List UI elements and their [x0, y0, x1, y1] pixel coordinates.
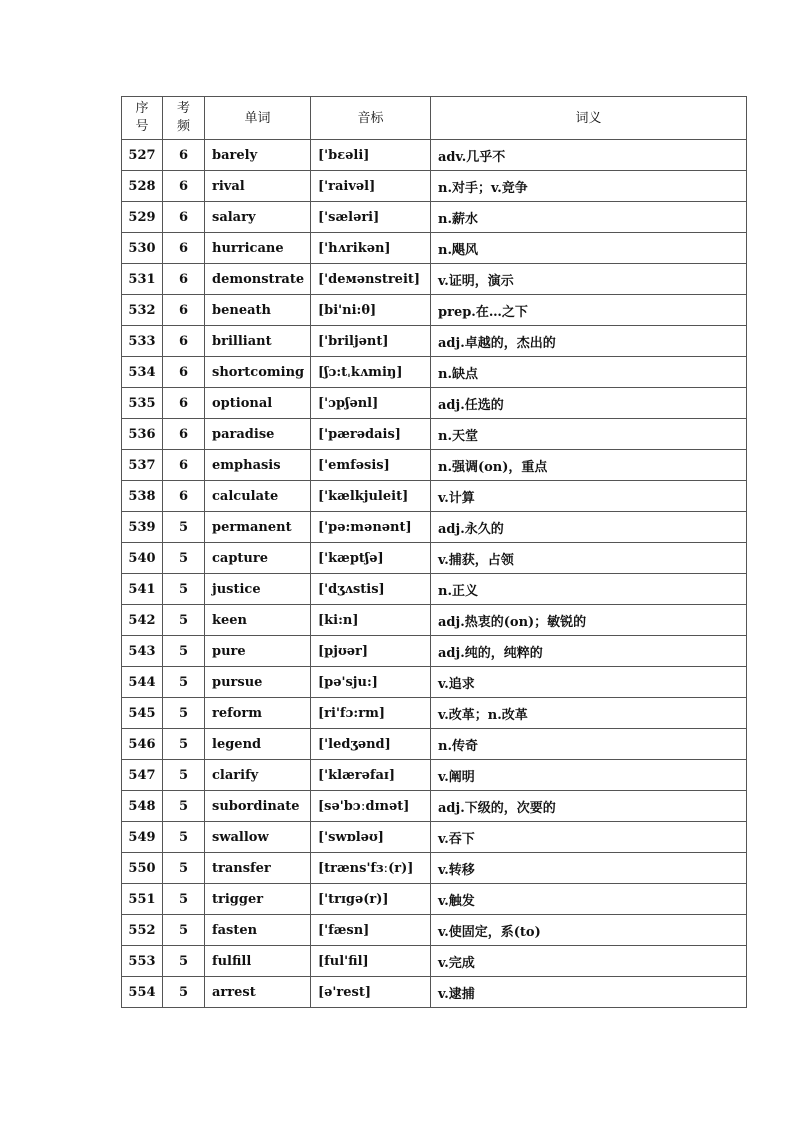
cell-frequency: 6: [163, 264, 205, 295]
cell-number: 531: [122, 264, 163, 295]
cell-word: emphasis: [205, 450, 311, 481]
cell-frequency: 6: [163, 202, 205, 233]
cell-meaning: adj.任选的: [431, 388, 747, 419]
cell-word: demonstrate: [205, 264, 311, 295]
cell-meaning: v.转移: [431, 853, 747, 884]
cell-number: 546: [122, 729, 163, 760]
cell-word: swallow: [205, 822, 311, 853]
cell-word: fulfill: [205, 946, 311, 977]
cell-frequency: 6: [163, 171, 205, 202]
cell-number: 542: [122, 605, 163, 636]
cell-number: 547: [122, 760, 163, 791]
cell-meaning: v.阐明: [431, 760, 747, 791]
table-row: [122, 357, 747, 388]
header-frequency: 考频: [163, 97, 205, 140]
cell-phonetic: ['kælkjuleit]: [311, 481, 431, 512]
table-row: [122, 760, 747, 791]
cell-frequency: 5: [163, 884, 205, 915]
cell-meaning: adj.纯的，纯粹的: [431, 636, 747, 667]
cell-phonetic: ['dʒʌstis]: [311, 574, 431, 605]
cell-meaning: adv.几乎不: [431, 140, 747, 171]
cell-phonetic: ['ledʒənd]: [311, 729, 431, 760]
table-row: [122, 171, 747, 202]
table-row: [122, 915, 747, 946]
cell-word: permanent: [205, 512, 311, 543]
cell-number: 550: [122, 853, 163, 884]
cell-meaning: n.强调(on)，重点: [431, 450, 747, 481]
cell-frequency: 6: [163, 419, 205, 450]
cell-phonetic: ['pə:mənənt]: [311, 512, 431, 543]
cell-word: legend: [205, 729, 311, 760]
cell-phonetic: [ri'fɔ:rm]: [311, 698, 431, 729]
cell-phonetic: ['klærəfaɪ]: [311, 760, 431, 791]
cell-meaning: v.计算: [431, 481, 747, 512]
cell-phonetic: ['hʌrikən]: [311, 233, 431, 264]
header-phonetic: 音标: [311, 97, 431, 140]
cell-frequency: 6: [163, 140, 205, 171]
cell-word: pursue: [205, 667, 311, 698]
table-row: [122, 326, 747, 357]
table-row: [122, 729, 747, 760]
table-row: [122, 419, 747, 450]
cell-word: brilliant: [205, 326, 311, 357]
cell-meaning: n.飓风: [431, 233, 747, 264]
cell-word: optional: [205, 388, 311, 419]
cell-frequency: 6: [163, 326, 205, 357]
cell-word: subordinate: [205, 791, 311, 822]
cell-frequency: 5: [163, 698, 205, 729]
cell-number: 532: [122, 295, 163, 326]
cell-frequency: 5: [163, 946, 205, 977]
cell-phonetic: ['sæləri]: [311, 202, 431, 233]
table-body: [122, 140, 747, 1008]
cell-phonetic: ['briljənt]: [311, 326, 431, 357]
table-row: [122, 481, 747, 512]
cell-meaning: v.证明，演示: [431, 264, 747, 295]
table-row: [122, 667, 747, 698]
cell-number: 551: [122, 884, 163, 915]
cell-word: clarify: [205, 760, 311, 791]
cell-word: trigger: [205, 884, 311, 915]
cell-meaning: v.捕获，占领: [431, 543, 747, 574]
cell-phonetic: ['fæsn]: [311, 915, 431, 946]
cell-phonetic: [ʃɔ:tˌkʌmiŋ]: [311, 357, 431, 388]
cell-number: 552: [122, 915, 163, 946]
cell-word: rival: [205, 171, 311, 202]
cell-number: 529: [122, 202, 163, 233]
cell-frequency: 5: [163, 574, 205, 605]
table-row: [122, 977, 747, 1008]
cell-phonetic: ['ɔpʃənl]: [311, 388, 431, 419]
cell-word: transfer: [205, 853, 311, 884]
cell-meaning: n.正义: [431, 574, 747, 605]
cell-number: 544: [122, 667, 163, 698]
table-row: [122, 264, 747, 295]
cell-meaning: adj.永久的: [431, 512, 747, 543]
cell-number: 537: [122, 450, 163, 481]
cell-meaning: v.触发: [431, 884, 747, 915]
table-row: [122, 946, 747, 977]
cell-word: beneath: [205, 295, 311, 326]
cell-word: hurricane: [205, 233, 311, 264]
table-row: [122, 822, 747, 853]
cell-frequency: 5: [163, 605, 205, 636]
table-row: [122, 450, 747, 481]
cell-number: 549: [122, 822, 163, 853]
header-number: 序号: [122, 97, 163, 140]
cell-meaning: n.天堂: [431, 419, 747, 450]
header-word: 单词: [205, 97, 311, 140]
cell-meaning: v.吞下: [431, 822, 747, 853]
cell-meaning: adj.热衷的(on)；敏锐的: [431, 605, 747, 636]
cell-number: 535: [122, 388, 163, 419]
cell-frequency: 5: [163, 915, 205, 946]
cell-phonetic: [bi'ni:θ]: [311, 295, 431, 326]
cell-number: 543: [122, 636, 163, 667]
cell-frequency: 6: [163, 357, 205, 388]
table-row: [122, 605, 747, 636]
cell-number: 530: [122, 233, 163, 264]
table-row: [122, 636, 747, 667]
cell-phonetic: [ə'rest]: [311, 977, 431, 1008]
cell-word: reform: [205, 698, 311, 729]
cell-word: shortcoming: [205, 357, 311, 388]
cell-number: 534: [122, 357, 163, 388]
vocabulary-table: [121, 96, 747, 1008]
cell-phonetic: ['bɛəli]: [311, 140, 431, 171]
cell-phonetic: ['emfəsis]: [311, 450, 431, 481]
cell-meaning: v.逮捕: [431, 977, 747, 1008]
table-row: [122, 388, 747, 419]
table-row: [122, 512, 747, 543]
cell-meaning: v.追求: [431, 667, 747, 698]
cell-frequency: 5: [163, 667, 205, 698]
cell-number: 536: [122, 419, 163, 450]
cell-word: justice: [205, 574, 311, 605]
cell-word: keen: [205, 605, 311, 636]
cell-phonetic: [sə'bɔːdɪnət]: [311, 791, 431, 822]
cell-number: 553: [122, 946, 163, 977]
cell-number: 545: [122, 698, 163, 729]
cell-frequency: 6: [163, 295, 205, 326]
cell-number: 554: [122, 977, 163, 1008]
cell-phonetic: ['trɪgə(r)]: [311, 884, 431, 915]
cell-word: calculate: [205, 481, 311, 512]
table-row: [122, 202, 747, 233]
cell-frequency: 6: [163, 233, 205, 264]
cell-number: 540: [122, 543, 163, 574]
cell-frequency: 6: [163, 481, 205, 512]
cell-number: 541: [122, 574, 163, 605]
table-row: [122, 791, 747, 822]
header-meaning: 词义: [431, 97, 747, 140]
table-row: [122, 543, 747, 574]
cell-meaning: n.缺点: [431, 357, 747, 388]
cell-frequency: 5: [163, 729, 205, 760]
cell-word: arrest: [205, 977, 311, 1008]
cell-word: fasten: [205, 915, 311, 946]
cell-frequency: 5: [163, 977, 205, 1008]
cell-frequency: 6: [163, 388, 205, 419]
table-header-row: [122, 97, 747, 140]
cell-frequency: 5: [163, 512, 205, 543]
cell-meaning: n.传奇: [431, 729, 747, 760]
cell-phonetic: ['pærədais]: [311, 419, 431, 450]
cell-meaning: v.完成: [431, 946, 747, 977]
cell-meaning: n.对手；v.竞争: [431, 171, 747, 202]
cell-frequency: 5: [163, 853, 205, 884]
cell-word: capture: [205, 543, 311, 574]
cell-phonetic: ['swɒləʊ]: [311, 822, 431, 853]
cell-meaning: adj.下级的，次要的: [431, 791, 747, 822]
table-row: [122, 698, 747, 729]
cell-meaning: prep.在…之下: [431, 295, 747, 326]
cell-meaning: n.薪水: [431, 202, 747, 233]
cell-phonetic: [pə'sju:]: [311, 667, 431, 698]
cell-meaning: v.使固定，系(to): [431, 915, 747, 946]
cell-frequency: 5: [163, 822, 205, 853]
table-row: [122, 853, 747, 884]
cell-number: 528: [122, 171, 163, 202]
cell-meaning: v.改革；n.改革: [431, 698, 747, 729]
cell-word: salary: [205, 202, 311, 233]
cell-number: 527: [122, 140, 163, 171]
cell-number: 548: [122, 791, 163, 822]
cell-meaning: adj.卓越的，杰出的: [431, 326, 747, 357]
table-row: [122, 233, 747, 264]
cell-number: 539: [122, 512, 163, 543]
cell-phonetic: [pjʊər]: [311, 636, 431, 667]
cell-phonetic: [træns'fɜː(r)]: [311, 853, 431, 884]
cell-word: pure: [205, 636, 311, 667]
cell-frequency: 5: [163, 543, 205, 574]
cell-number: 538: [122, 481, 163, 512]
cell-phonetic: ['deмənstreit]: [311, 264, 431, 295]
table-row: [122, 574, 747, 605]
cell-phonetic: ['raivəl]: [311, 171, 431, 202]
cell-phonetic: ['kæptʃə]: [311, 543, 431, 574]
cell-frequency: 5: [163, 760, 205, 791]
cell-word: barely: [205, 140, 311, 171]
table-row: [122, 884, 747, 915]
table-row: [122, 295, 747, 326]
cell-frequency: 5: [163, 636, 205, 667]
cell-word: paradise: [205, 419, 311, 450]
table-row: [122, 140, 747, 171]
cell-frequency: 5: [163, 791, 205, 822]
cell-phonetic: [ki:n]: [311, 605, 431, 636]
cell-phonetic: [ful'fil]: [311, 946, 431, 977]
cell-number: 533: [122, 326, 163, 357]
cell-frequency: 6: [163, 450, 205, 481]
